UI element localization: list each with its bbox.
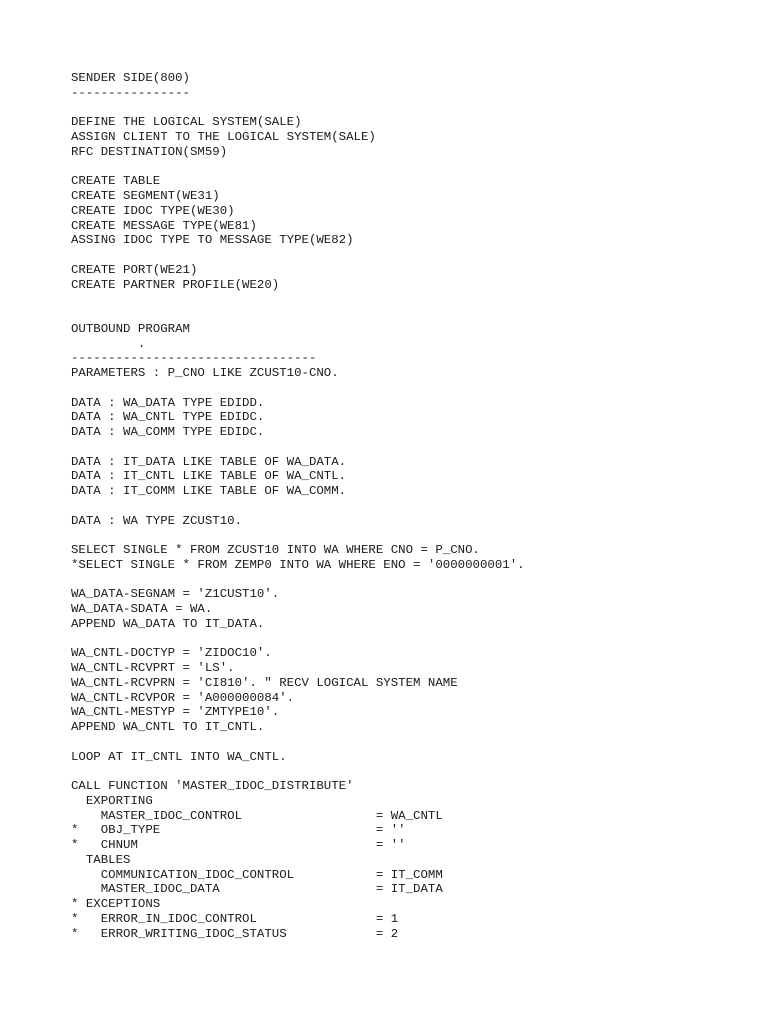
code-line: SELECT SINGLE * FROM ZCUST10 INTO WA WHERE CNO = P_CNO.	[71, 543, 480, 557]
code-line: DATA : WA_COMM TYPE EDIDC.	[71, 425, 265, 439]
code-line: ---------------------------------	[71, 351, 317, 366]
code-line: WA_CNTL-MESTYP = 'ZMTYPE10'.	[71, 705, 280, 720]
code-line: APPEND WA_CNTL TO IT_CNTL.	[71, 720, 265, 734]
code-line: PARAMETERS : P_CNO LIKE ZCUST10-CNO.	[71, 366, 339, 380]
code-line: DATA : WA_CNTL TYPE EDIDC.	[71, 410, 265, 425]
code-line: DATA : IT_CNTL LIKE TABLE OF WA_CNTL.	[71, 469, 347, 484]
code-line	[71, 573, 751, 588]
code-line: ASSING IDOC TYPE TO MESSAGE TYPE(WE82)	[71, 233, 354, 248]
code-line: MASTER_IDOC_DATA = IT_DATA	[71, 882, 443, 897]
code-line: * OBJ_TYPE = ''	[71, 823, 406, 838]
code-line: .	[71, 336, 146, 351]
code-line	[71, 307, 751, 322]
code-line: * ERROR_IN_IDOC_CONTROL = 1	[71, 911, 399, 926]
code-line: APPEND WA_DATA TO IT_DATA.	[71, 616, 265, 631]
code-line: *SELECT SINGLE * FROM ZEMP0 INTO WA WHERE ENO = '0000000001'.	[71, 557, 525, 572]
code-line: RFC DESTINATION(SM59)	[71, 144, 228, 159]
code-line	[71, 764, 751, 779]
code-line: WA_DATA-SDATA = WA.	[71, 602, 213, 616]
code-line	[71, 292, 751, 307]
code-line: CREATE TABLE	[71, 174, 161, 189]
code-line	[71, 528, 751, 543]
code-line: WA_CNTL-RCVPOR = 'A000000084'.	[71, 690, 295, 705]
code-line: ----------------	[71, 85, 190, 100]
code-line	[71, 735, 751, 750]
document-page	[71, 71, 751, 941]
code-line: * ERROR_WRITING_IDOC_STATUS = 2	[71, 926, 399, 941]
code-line	[71, 101, 751, 116]
code-line: DATA : WA TYPE ZCUST10.	[71, 513, 243, 528]
code-line: WA_DATA-SEGNAM = 'Z1CUST10'.	[71, 587, 280, 602]
code-line: EXPORTING	[71, 793, 153, 808]
code-line	[71, 440, 751, 455]
code-line: CREATE MESSAGE TYPE(WE81)	[71, 218, 257, 233]
code-line: TABLES	[71, 852, 131, 867]
code-line	[71, 381, 751, 396]
code-line: * EXCEPTIONS	[71, 897, 161, 911]
code-line	[71, 160, 751, 175]
code-line: LOOP AT IT_CNTL INTO WA_CNTL.	[71, 749, 287, 764]
code-line: CREATE IDOC TYPE(WE30)	[71, 203, 235, 218]
code-line: DATA : IT_COMM LIKE TABLE OF WA_COMM.	[71, 484, 347, 498]
code-line: ASSIGN CLIENT TO THE LOGICAL SYSTEM(SALE)	[71, 130, 376, 144]
code-line: OUTBOUND PROGRAM	[71, 321, 190, 336]
code-line: CREATE SEGMENT(WE31)	[71, 189, 220, 203]
code-line: CREATE PARTNER PROFILE(WE20)	[71, 277, 280, 292]
code-line: MASTER_IDOC_CONTROL = WA_CNTL	[71, 808, 443, 823]
code-line: DATA : WA_DATA TYPE EDIDD.	[71, 395, 265, 410]
code-listing	[71, 71, 751, 941]
code-line: WA_CNTL-RCVPRT = 'LS'.	[71, 661, 235, 675]
code-line: DEFINE THE LOGICAL SYSTEM(SALE)	[71, 115, 302, 130]
code-line	[71, 499, 751, 514]
code-line	[71, 632, 751, 647]
code-line	[71, 248, 751, 263]
code-line: CALL FUNCTION 'MASTER_IDOC_DISTRIBUTE'	[71, 779, 354, 793]
code-line: SENDER SIDE(800)	[71, 71, 190, 85]
code-line: * CHNUM = ''	[71, 838, 406, 852]
code-line: WA_CNTL-DOCTYP = 'ZIDOC10'.	[71, 646, 272, 661]
code-line: CREATE PORT(WE21)	[71, 262, 198, 277]
code-line: COMMUNICATION_IDOC_CONTROL = IT_COMM	[71, 867, 443, 882]
code-line: DATA : IT_DATA LIKE TABLE OF WA_DATA.	[71, 454, 347, 469]
code-line: WA_CNTL-RCVPRN = 'CI810'. " RECV LOGICAL SYSTEM NAME	[71, 675, 458, 690]
